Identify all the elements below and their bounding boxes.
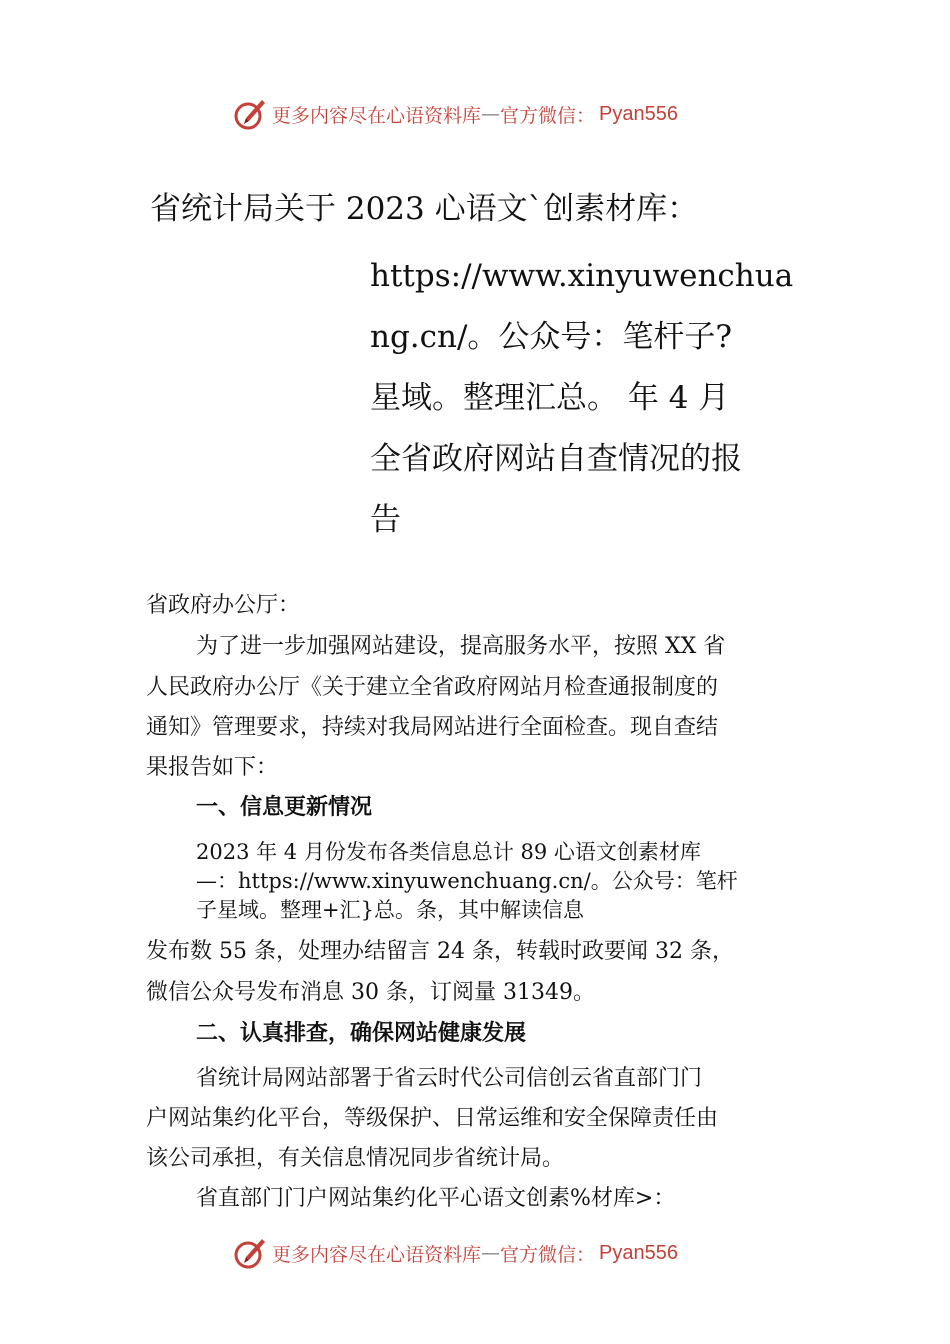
paragraph-line: 微信公众号发布消息 30 条，订阅量 31349。 — [146, 980, 595, 1005]
paragraph-line: 为了进一步加强网站建设，提高服务水平，按照 XX 省 — [196, 634, 726, 659]
paragraph-line: 2023 年 4 月份发布各类信息总计 89 心语文创素材库 — [196, 840, 701, 864]
pen-seal-icon — [232, 96, 268, 132]
footer-watermark-banner — [232, 1235, 678, 1271]
document-title-line2: https://www.xinyuwenchua — [370, 258, 794, 294]
banner-text: 更多内容尽在心语资料库 — [272, 1243, 482, 1266]
document-title-line3: ng.cn/。公众号：笔杆子? — [370, 319, 733, 355]
section-heading-2: 二、认真排查，确保网站健康发展 — [196, 1021, 527, 1046]
document-title-line5: 全省政府网站自查情况的报 — [370, 441, 742, 477]
paragraph-line: 该公司承担，有关信息情况同步省统计局。 — [146, 1146, 565, 1171]
document-title-block — [370, 246, 810, 551]
paragraph-line: 省统计局网站部署于省云时代公司信创云省直部门门 — [196, 1066, 703, 1091]
banner-dash: — — [481, 1242, 501, 1264]
header-watermark-banner — [232, 96, 678, 132]
banner-official-label: 官方微信： — [500, 1243, 596, 1266]
paragraph-line: 发布数 55 条，处理办结留言 24 条，转载时政要闻 32 条， — [146, 939, 734, 964]
paragraph-line: 通知》管理要求，持续对我局网站进行全面检查。现自查结 — [146, 715, 719, 740]
paragraph-line: —：https://www.xinyuwenchuang.cn/。公众号：笔杆 — [196, 869, 738, 893]
banner-wechat-id: Pyan556 — [599, 1241, 678, 1264]
document-title-line4: 星域。整理汇总。 年 4 月 — [370, 380, 730, 416]
paragraph-line: 子星域。整理+汇}总。条，其中解读信息 — [196, 898, 584, 922]
banner-dash: — — [481, 103, 501, 125]
document-title-line1: 省统计局关于 2023 心语文`创素材库： — [150, 191, 699, 227]
paragraph-line: 户网站集约化平台，等级保护、日常运维和安全保障责任由 — [146, 1106, 719, 1131]
banner-wechat-id: Pyan556 — [599, 102, 678, 125]
paragraph-block — [196, 838, 808, 925]
banner-official-label: 官方微信： — [500, 104, 596, 127]
paragraph-line: 省直部门门户网站集约化平心语文创素%材库>： — [196, 1186, 676, 1211]
section-heading-1: 一、信息更新情况 — [196, 795, 373, 820]
banner-text: 更多内容尽在心语资料库 — [272, 104, 482, 127]
paragraph-line: 果报告如下： — [146, 755, 279, 780]
document-title-line6: 告 — [370, 502, 401, 538]
salutation: 省政府办公厅： — [146, 593, 301, 618]
pen-seal-icon — [232, 1235, 268, 1271]
paragraph-line: 人民政府办公厅《关于建立全省政府网站月检查通报制度的 — [146, 675, 719, 700]
